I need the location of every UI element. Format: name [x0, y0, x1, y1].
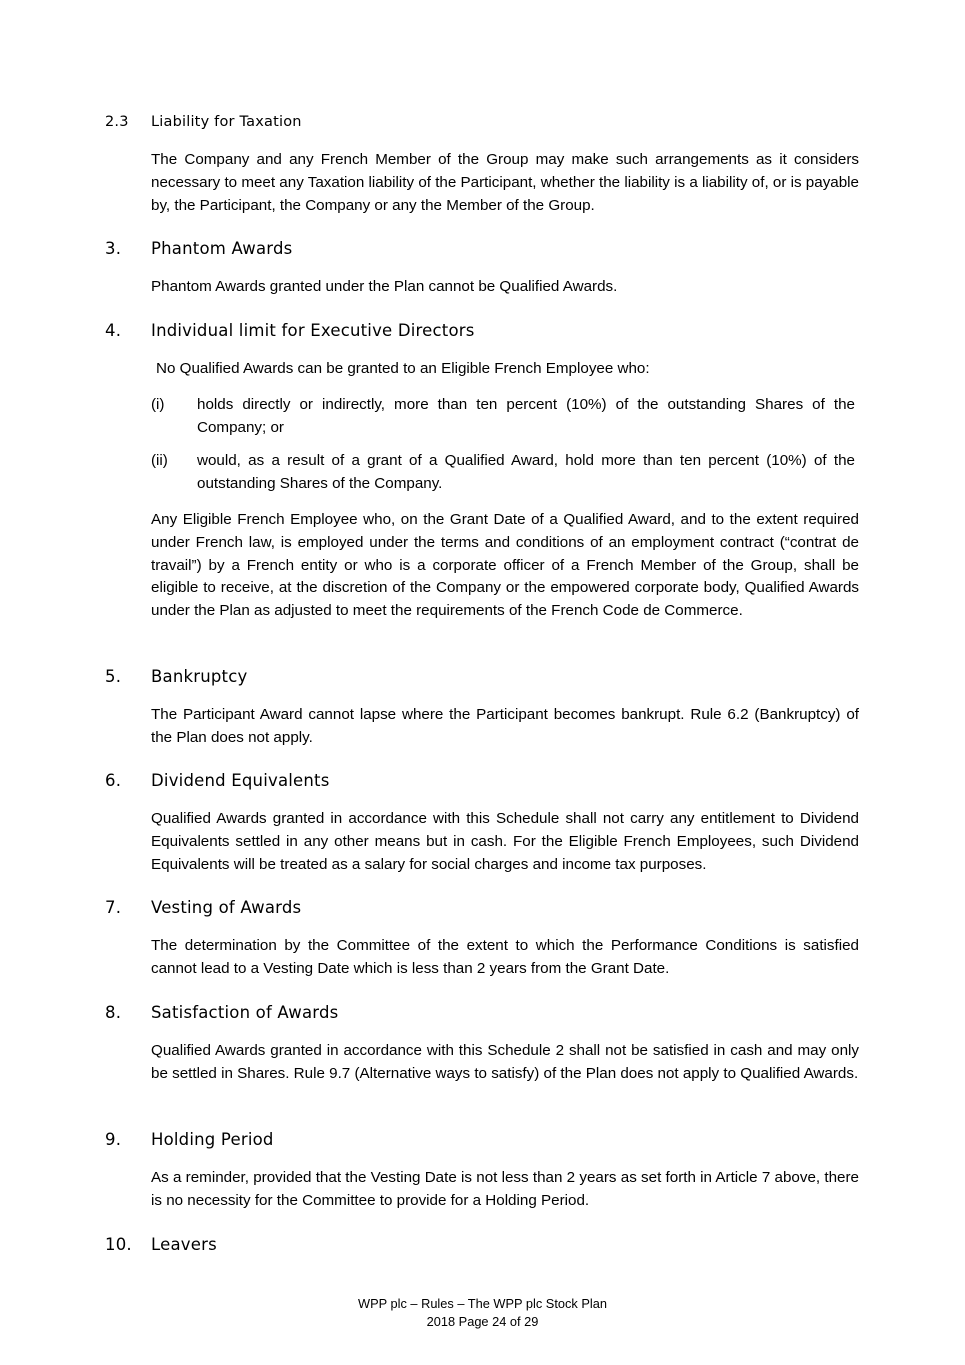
section-number: 9.	[105, 1130, 122, 1149]
section-number: 3.	[105, 239, 122, 258]
footer-line-1: WPP plc – Rules – The WPP plc Stock Plan	[358, 1296, 607, 1311]
section-number: 5.	[105, 667, 122, 686]
section-title: Vesting of Awards	[151, 898, 302, 917]
paragraph-dividend: Qualified Awards granted in accordance with this Schedule shall not carry any entitlement to Dividend Equivalents settled in any other means but in cash. For the Eligible French Employees, such Dividend Equivalents will be treated as a salary for social charges and income tax purposes.	[151, 810, 859, 873]
section-title: Dividend Equivalents	[151, 771, 330, 790]
paragraph-vesting: The determination by the Committee of the extent to which the Performance Conditions is satisfied cannot lead to a Vesting Date which is less than 2 years from the Grant Date.	[151, 937, 859, 977]
list-text: holds directly or indirectly, more than ten percent (10%) of the outstanding Shares of the Company; or	[197, 396, 855, 436]
section-title: Phantom Awards	[151, 239, 293, 258]
section-number: 7.	[105, 898, 122, 917]
footer-line-2: 2018 Page 24 of 29	[426, 1314, 539, 1329]
section-title: Holding Period	[151, 1130, 274, 1149]
paragraph-phantom: Phantom Awards granted under the Plan cannot be Qualified Awards.	[151, 278, 618, 295]
section-number: 2.3	[105, 114, 129, 130]
section-title: Satisfaction of Awards	[151, 1003, 339, 1022]
list-marker: (i)	[151, 396, 165, 413]
section-title: Individual limit for Executive Directors	[151, 321, 475, 340]
paragraph-limit-intro: No Qualified Awards can be granted to an Eligible French Employee who:	[156, 360, 650, 377]
paragraph-limit-eligible: Any Eligible French Employee who, on the Grant Date of a Qualified Award, and to the extent required under French law, is employed under the terms and conditions of an employment contract (“contrat de travail”) by a French entity or who is a corporate officer of a French Member of the Group, shall be eligible to receive, at the discretion of the Company or the empowered corporate body, Qualified Awards under the Plan as adjusted to meet the requirements of the French Code de Commerce.	[151, 511, 859, 620]
section-title: Liability for Taxation	[151, 114, 302, 130]
section-title: Leavers	[151, 1235, 217, 1254]
paragraph-satisfaction: Qualified Awards granted in accordance with this Schedule 2 shall not be satisfied in cash and may only be settled in Shares. Rule 9.7 (Alternative ways to satisfy) of the Plan does not apply to Qualified Awards.	[151, 1042, 859, 1082]
paragraph-taxation: The Company and any French Member of the Group may make such arrangements as it considers necessary to meet any Taxation liability of the Participant, whether the liability is a liability of, or is payable by, the Participant, the Company or any the Member of the Group.	[151, 151, 859, 214]
paragraph-bankruptcy: The Participant Award cannot lapse where the Participant becomes bankrupt. Rule 6.2 (Bankruptcy) of the Plan does not apply.	[151, 706, 859, 746]
section-number: 10.	[105, 1235, 132, 1254]
page-footer	[0, 1295, 965, 1331]
section-number: 6.	[105, 771, 122, 790]
section-number: 4.	[105, 321, 122, 340]
paragraph-holding: As a reminder, provided that the Vesting Date is not less than 2 years as set forth in Article 7 above, there is no necessity for the Committee to provide for a Holding Period.	[151, 1169, 859, 1209]
section-title: Bankruptcy	[151, 667, 248, 686]
section-number: 8.	[105, 1003, 122, 1022]
list-marker: (ii)	[151, 452, 168, 469]
list-text: would, as a result of a grant of a Qualified Award, hold more than ten percent (10%) of the outstanding Shares of the Company.	[197, 452, 855, 492]
